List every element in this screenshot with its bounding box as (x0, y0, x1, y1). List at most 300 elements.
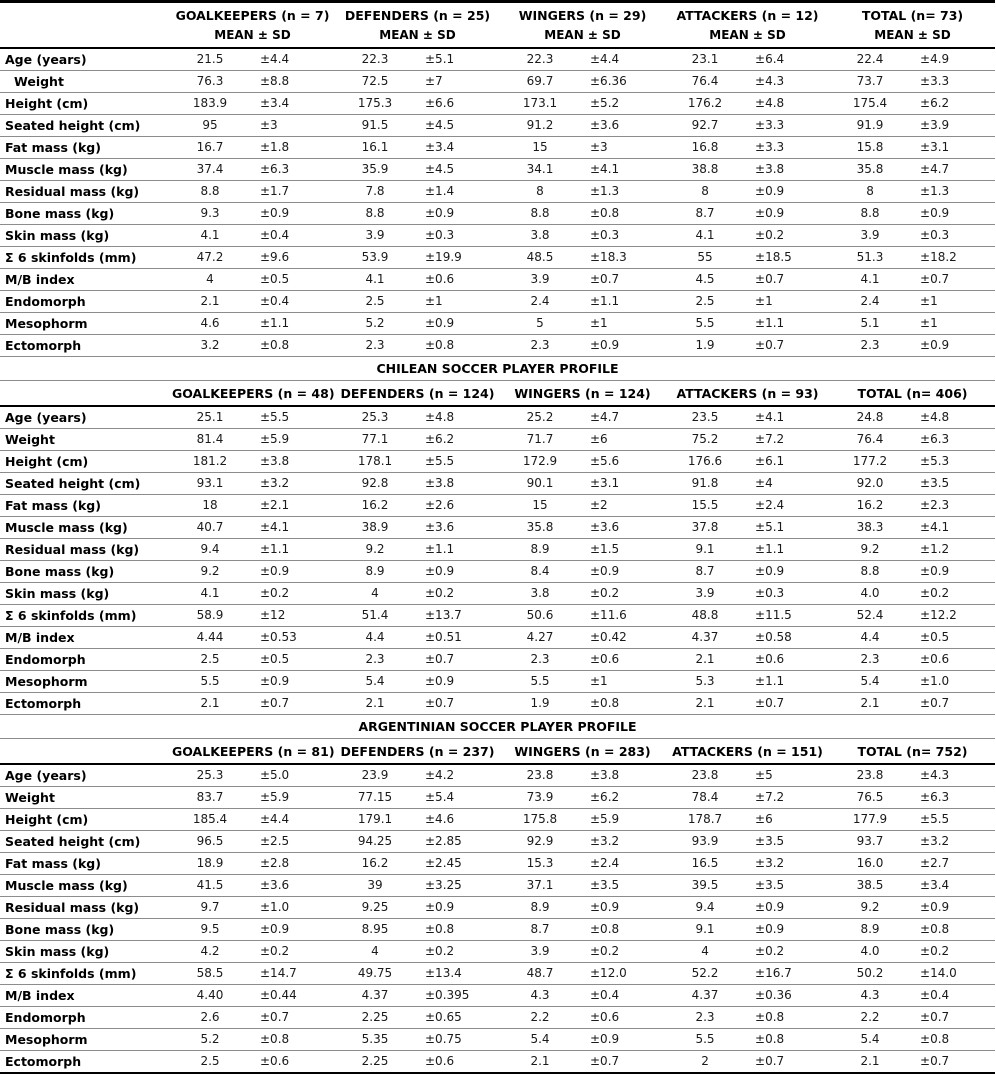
sd-value: ±0.6 (415, 1051, 500, 1074)
mean-value: 72.5 (335, 71, 415, 93)
sd-value: ±0.9 (250, 203, 335, 225)
column-header: TOTAL (n= 752) (830, 739, 995, 765)
sd-value: ±5.5 (910, 809, 995, 831)
column-header: GOALKEEPERS (n = 48) (170, 381, 335, 407)
table-row (0, 495, 995, 517)
table-row (0, 809, 995, 831)
sd-value: ±0.9 (415, 203, 500, 225)
table-row (0, 897, 995, 919)
sd-value: ±0.7 (580, 269, 665, 291)
sd-value: ±6 (580, 429, 665, 451)
table-row (0, 539, 995, 561)
sd-value: ±3.2 (745, 853, 830, 875)
mean-value: 2.2 (500, 1007, 580, 1029)
mean-value: 5 (500, 313, 580, 335)
sd-value: ±1 (745, 291, 830, 313)
mean-value: 4.3 (830, 985, 910, 1007)
sd-value: ±18.3 (580, 247, 665, 269)
sd-value: ±0.7 (910, 1007, 995, 1029)
sd-value: ±0.9 (745, 897, 830, 919)
table-row (0, 115, 995, 137)
sd-value: ±0.9 (580, 335, 665, 357)
sd-value: ±0.8 (415, 335, 500, 357)
mean-value: 4.1 (335, 269, 415, 291)
mean-value: 51.4 (335, 605, 415, 627)
mean-value: 2.1 (170, 291, 250, 313)
sd-value: ±1.2 (910, 539, 995, 561)
mean-value: 22.3 (335, 48, 415, 71)
mean-value: 53.9 (335, 247, 415, 269)
mean-value: 1.9 (500, 693, 580, 715)
mean-value: 34.1 (500, 159, 580, 181)
sd-value: ±1.1 (745, 671, 830, 693)
sd-value: ±6.6 (415, 93, 500, 115)
sd-value: ±3.4 (250, 93, 335, 115)
mean-value: 58.5 (170, 963, 250, 985)
mean-value: 16.2 (335, 853, 415, 875)
mean-value: 8.9 (500, 539, 580, 561)
mean-value: 8.4 (500, 561, 580, 583)
sd-value: ±3.8 (580, 764, 665, 787)
mean-value: 93.1 (170, 473, 250, 495)
row-label: Weight (0, 429, 170, 451)
mean-sd-header: MEAN ± SD (335, 25, 500, 48)
sd-value: ±4.1 (745, 406, 830, 429)
sd-value: ±13.7 (415, 605, 500, 627)
sd-value: ±1.1 (250, 313, 335, 335)
row-label: Fat mass (kg) (0, 495, 170, 517)
row-label: M/B index (0, 985, 170, 1007)
sd-value: ±0.3 (910, 225, 995, 247)
mean-value: 5.4 (500, 1029, 580, 1051)
table-row (0, 853, 995, 875)
mean-value: 25.3 (335, 406, 415, 429)
mean-value: 4 (170, 269, 250, 291)
mean-value: 3.2 (170, 335, 250, 357)
sd-value: ±0.7 (745, 1051, 830, 1074)
mean-value: 69.7 (500, 71, 580, 93)
row-label: Seated height (cm) (0, 115, 170, 137)
sd-value: ±4.4 (580, 48, 665, 71)
row-label: Σ 6 skinfolds (mm) (0, 605, 170, 627)
sd-value: ±0.2 (745, 941, 830, 963)
mean-value: 71.7 (500, 429, 580, 451)
sd-value: ±0.3 (580, 225, 665, 247)
sd-value: ±0.2 (580, 941, 665, 963)
sd-value: ±3.8 (250, 451, 335, 473)
mean-value: 95 (170, 115, 250, 137)
row-label: Seated height (cm) (0, 831, 170, 853)
row-label: Ectomorph (0, 335, 170, 357)
row-label: Mesophorm (0, 313, 170, 335)
mean-value: 178.1 (335, 451, 415, 473)
row-label: Ectomorph (0, 693, 170, 715)
table-row (0, 203, 995, 225)
mean-value: 4.0 (830, 941, 910, 963)
mean-value: 1.9 (665, 335, 745, 357)
row-label: Bone mass (kg) (0, 919, 170, 941)
mean-value: 5.4 (830, 671, 910, 693)
mean-value: 92.7 (665, 115, 745, 137)
mean-value: 49.75 (335, 963, 415, 985)
sd-value: ±0.7 (250, 693, 335, 715)
sd-value: ±6.3 (910, 787, 995, 809)
sd-value: ±3.6 (415, 517, 500, 539)
table-row (0, 787, 995, 809)
table-row (0, 671, 995, 693)
mean-value: 25.2 (500, 406, 580, 429)
mean-value: 91.8 (665, 473, 745, 495)
sd-value: ±3.1 (910, 137, 995, 159)
mean-value: 2.3 (665, 1007, 745, 1029)
sd-value: ±0.4 (250, 225, 335, 247)
mean-sd-header: MEAN ± SD (170, 25, 335, 48)
mean-value: 81.4 (170, 429, 250, 451)
sd-value: ±6.4 (745, 48, 830, 71)
mean-sd-header-row (0, 25, 995, 48)
sd-value: ±1.3 (580, 181, 665, 203)
sd-value: ±3.3 (745, 115, 830, 137)
sd-value: ±3.25 (415, 875, 500, 897)
mean-value: 2.3 (335, 649, 415, 671)
row-label: Residual mass (kg) (0, 897, 170, 919)
sd-value: ±2.4 (745, 495, 830, 517)
sd-value: ±0.7 (580, 1051, 665, 1074)
sd-value: ±0.9 (250, 561, 335, 583)
column-header: WINGERS (n = 124) (500, 381, 665, 407)
sd-value: ±3.1 (580, 473, 665, 495)
row-label: Height (cm) (0, 93, 170, 115)
table-row (0, 649, 995, 671)
sd-value: ±0.9 (910, 203, 995, 225)
sd-value: ±0.7 (415, 649, 500, 671)
table-row (0, 963, 995, 985)
mean-value: 7.8 (335, 181, 415, 203)
sd-value: ±6.2 (580, 787, 665, 809)
mean-value: 9.2 (335, 539, 415, 561)
sd-value: ±5.9 (580, 809, 665, 831)
mean-value: 93.9 (665, 831, 745, 853)
column-header: TOTAL (n= 406) (830, 381, 995, 407)
mean-value: 23.8 (665, 764, 745, 787)
sd-value: ±0.9 (250, 919, 335, 941)
sd-value: ±5.6 (580, 451, 665, 473)
table-row (0, 831, 995, 853)
sd-value: ±4.8 (415, 406, 500, 429)
row-label: Endomorph (0, 291, 170, 313)
sd-value: ±3.3 (910, 71, 995, 93)
mean-value: 18 (170, 495, 250, 517)
mean-value: 83.7 (170, 787, 250, 809)
mean-value: 9.3 (170, 203, 250, 225)
row-label: Muscle mass (kg) (0, 517, 170, 539)
sd-value: ±1 (910, 313, 995, 335)
mean-value: 5.3 (665, 671, 745, 693)
mean-value: 8 (665, 181, 745, 203)
sd-value: ±2.85 (415, 831, 500, 853)
sd-value: ±0.7 (910, 269, 995, 291)
sd-value: ±4.7 (580, 406, 665, 429)
mean-value: 9.5 (170, 919, 250, 941)
sd-value: ±6.36 (580, 71, 665, 93)
sd-value: ±1 (415, 291, 500, 313)
mean-value: 3.9 (500, 269, 580, 291)
mean-value: 4.4 (335, 627, 415, 649)
mean-value: 2.2 (830, 1007, 910, 1029)
sd-value: ±5.9 (250, 787, 335, 809)
sd-value: ±0.8 (745, 1007, 830, 1029)
mean-value: 41.5 (170, 875, 250, 897)
section-title: CHILEAN SOCCER PLAYER PROFILE (0, 357, 995, 381)
mean-value: 91.9 (830, 115, 910, 137)
sd-value: ±1.4 (415, 181, 500, 203)
mean-value: 2 (665, 1051, 745, 1074)
mean-value: 24.8 (830, 406, 910, 429)
mean-sd-header: MEAN ± SD (665, 25, 830, 48)
sd-value: ±5.1 (415, 48, 500, 71)
table-row (0, 1051, 995, 1074)
sd-value: ±0.5 (250, 649, 335, 671)
sd-value: ±11.6 (580, 605, 665, 627)
mean-value: 51.3 (830, 247, 910, 269)
mean-value: 48.5 (500, 247, 580, 269)
sd-value: ±5 (745, 764, 830, 787)
mean-value: 2.5 (170, 649, 250, 671)
table-row (0, 291, 995, 313)
row-label: Height (cm) (0, 809, 170, 831)
sd-value: ±5.5 (250, 406, 335, 429)
column-header-row (0, 381, 995, 407)
sd-value: ±1.1 (250, 539, 335, 561)
sd-value: ±1.7 (250, 181, 335, 203)
table-row (0, 137, 995, 159)
mean-value: 172.9 (500, 451, 580, 473)
sd-value: ±0.8 (580, 203, 665, 225)
sd-value: ±0.9 (580, 1029, 665, 1051)
mean-value: 8.8 (830, 203, 910, 225)
mean-value: 9.1 (665, 919, 745, 941)
mean-value: 39 (335, 875, 415, 897)
sd-value: ±0.8 (910, 1029, 995, 1051)
sd-value: ±5.4 (415, 787, 500, 809)
sd-value: ±3.6 (580, 517, 665, 539)
mean-value: 38.9 (335, 517, 415, 539)
mean-value: 176.2 (665, 93, 745, 115)
sd-value: ±4.8 (910, 406, 995, 429)
mean-value: 55 (665, 247, 745, 269)
sd-value: ±0.8 (910, 919, 995, 941)
sd-value: ±12.0 (580, 963, 665, 985)
table-row (0, 225, 995, 247)
mean-value: 2.3 (500, 649, 580, 671)
sd-value: ±0.8 (415, 919, 500, 941)
sd-value: ±0.9 (415, 897, 500, 919)
column-header: GOALKEEPERS (n = 7) (175, 8, 330, 23)
sd-value: ±1 (580, 313, 665, 335)
mean-value: 178.7 (665, 809, 745, 831)
sd-value: ±2.8 (250, 853, 335, 875)
sd-value: ±4.4 (250, 809, 335, 831)
row-label: Fat mass (kg) (0, 853, 170, 875)
mean-value: 76.4 (830, 429, 910, 451)
mean-value: 16.7 (170, 137, 250, 159)
mean-value: 8.8 (335, 203, 415, 225)
mean-value: 23.1 (665, 48, 745, 71)
mean-value: 4.40 (170, 985, 250, 1007)
mean-value: 5.5 (170, 671, 250, 693)
sd-value: ±0.7 (910, 693, 995, 715)
mean-value: 38.5 (830, 875, 910, 897)
sd-value: ±1.1 (580, 291, 665, 313)
mean-value: 92.8 (335, 473, 415, 495)
row-label: Age (years) (0, 48, 170, 71)
mean-value: 4 (335, 583, 415, 605)
mean-value: 35.8 (830, 159, 910, 181)
table-row (0, 561, 995, 583)
mean-value: 4.44 (170, 627, 250, 649)
sd-value: ±18.5 (745, 247, 830, 269)
sd-value: ±0.3 (745, 583, 830, 605)
mean-value: 21.5 (170, 48, 250, 71)
mean-value: 16.5 (665, 853, 745, 875)
mean-value: 91.2 (500, 115, 580, 137)
row-label: Residual mass (kg) (0, 181, 170, 203)
mean-sd-header: MEAN ± SD (830, 25, 995, 48)
sd-value: ±0.9 (745, 203, 830, 225)
sd-value: ±2 (580, 495, 665, 517)
mean-value: 5.5 (665, 1029, 745, 1051)
section-title-row (0, 357, 995, 381)
sd-value: ±6.3 (250, 159, 335, 181)
sd-value: ±0.8 (580, 693, 665, 715)
mean-value: 4.1 (665, 225, 745, 247)
sd-value: ±0.9 (910, 897, 995, 919)
sd-value: ±0.7 (910, 1051, 995, 1074)
mean-value: 38.3 (830, 517, 910, 539)
sd-value: ±12.2 (910, 605, 995, 627)
sd-value: ±14.0 (910, 963, 995, 985)
row-label: Endomorph (0, 649, 170, 671)
row-label: Muscle mass (kg) (0, 159, 170, 181)
sd-value: ±3.6 (580, 115, 665, 137)
table-row (0, 1007, 995, 1029)
sd-value: ±1.1 (745, 313, 830, 335)
mean-value: 2.1 (335, 693, 415, 715)
table-row (0, 451, 995, 473)
sd-value: ±0.6 (745, 649, 830, 671)
row-label: Age (years) (0, 406, 170, 429)
mean-value: 8.95 (335, 919, 415, 941)
sd-value: ±0.9 (745, 181, 830, 203)
sd-value: ±1.3 (910, 181, 995, 203)
mean-value: 8.9 (335, 561, 415, 583)
mean-value: 76.5 (830, 787, 910, 809)
table-row (0, 919, 995, 941)
sd-value: ±0.2 (910, 583, 995, 605)
row-label: Residual mass (kg) (0, 539, 170, 561)
mean-value: 25.1 (170, 406, 250, 429)
mean-sd-header: MEAN ± SD (500, 25, 665, 48)
mean-value: 183.9 (170, 93, 250, 115)
sd-value: ±0.65 (415, 1007, 500, 1029)
mean-value: 4.37 (665, 627, 745, 649)
mean-value: 58.9 (170, 605, 250, 627)
mean-value: 5.4 (830, 1029, 910, 1051)
sd-value: ±1 (580, 671, 665, 693)
table-row (0, 159, 995, 181)
mean-value: 9.4 (170, 539, 250, 561)
mean-value: 8.7 (500, 919, 580, 941)
row-label: Age (years) (0, 764, 170, 787)
sd-value: ±5.9 (250, 429, 335, 451)
mean-value: 2.3 (335, 335, 415, 357)
row-label-header-blank (0, 381, 170, 407)
mean-value: 52.2 (665, 963, 745, 985)
sd-value: ±2.5 (250, 831, 335, 853)
mean-value: 15 (500, 495, 580, 517)
row-label-header-blank (0, 739, 170, 765)
sd-value: ±3.4 (910, 875, 995, 897)
column-header: TOTAL (n= 73) (861, 8, 964, 23)
sd-value: ±0.2 (250, 583, 335, 605)
sd-value: ±4.9 (910, 48, 995, 71)
sd-value: ±4.5 (415, 159, 500, 181)
mean-value: 94.25 (335, 831, 415, 853)
mean-value: 76.4 (665, 71, 745, 93)
sd-value: ±3.5 (580, 875, 665, 897)
sd-value: ±4.1 (250, 517, 335, 539)
row-label: Bone mass (kg) (0, 561, 170, 583)
mean-value: 4.37 (665, 985, 745, 1007)
mean-value: 4.6 (170, 313, 250, 335)
mean-value: 77.1 (335, 429, 415, 451)
mean-value: 96.5 (170, 831, 250, 853)
table-row (0, 48, 995, 71)
mean-value: 2.6 (170, 1007, 250, 1029)
mean-value: 39.5 (665, 875, 745, 897)
mean-value: 38.8 (665, 159, 745, 181)
sd-value: ±0.36 (745, 985, 830, 1007)
row-label: Ectomorph (0, 1051, 170, 1074)
sd-value: ±1.0 (250, 897, 335, 919)
sd-value: ±0.6 (910, 649, 995, 671)
mean-value: 8 (830, 181, 910, 203)
mean-value: 78.4 (665, 787, 745, 809)
sd-value: ±2.45 (415, 853, 500, 875)
mean-value: 173.1 (500, 93, 580, 115)
sd-value: ±0.9 (250, 671, 335, 693)
mean-value: 2.5 (665, 291, 745, 313)
row-label: M/B index (0, 627, 170, 649)
mean-value: 2.3 (500, 335, 580, 357)
sd-value: ±0.9 (745, 561, 830, 583)
sd-value: ±0.8 (250, 335, 335, 357)
mean-value: 16.0 (830, 853, 910, 875)
sd-value: ±0.8 (745, 1029, 830, 1051)
sd-value: ±0.2 (250, 941, 335, 963)
mean-value: 5.4 (335, 671, 415, 693)
mean-value: 4.2 (170, 941, 250, 963)
sd-value: ±0.6 (250, 1051, 335, 1074)
sd-value: ±0.75 (415, 1029, 500, 1051)
table-row (0, 875, 995, 897)
sd-value: ±0.7 (415, 693, 500, 715)
mean-value: 3.9 (830, 225, 910, 247)
mean-value: 90.1 (500, 473, 580, 495)
mean-value: 2.5 (170, 1051, 250, 1074)
row-label: Skin mass (kg) (0, 583, 170, 605)
mean-value: 15.3 (500, 853, 580, 875)
